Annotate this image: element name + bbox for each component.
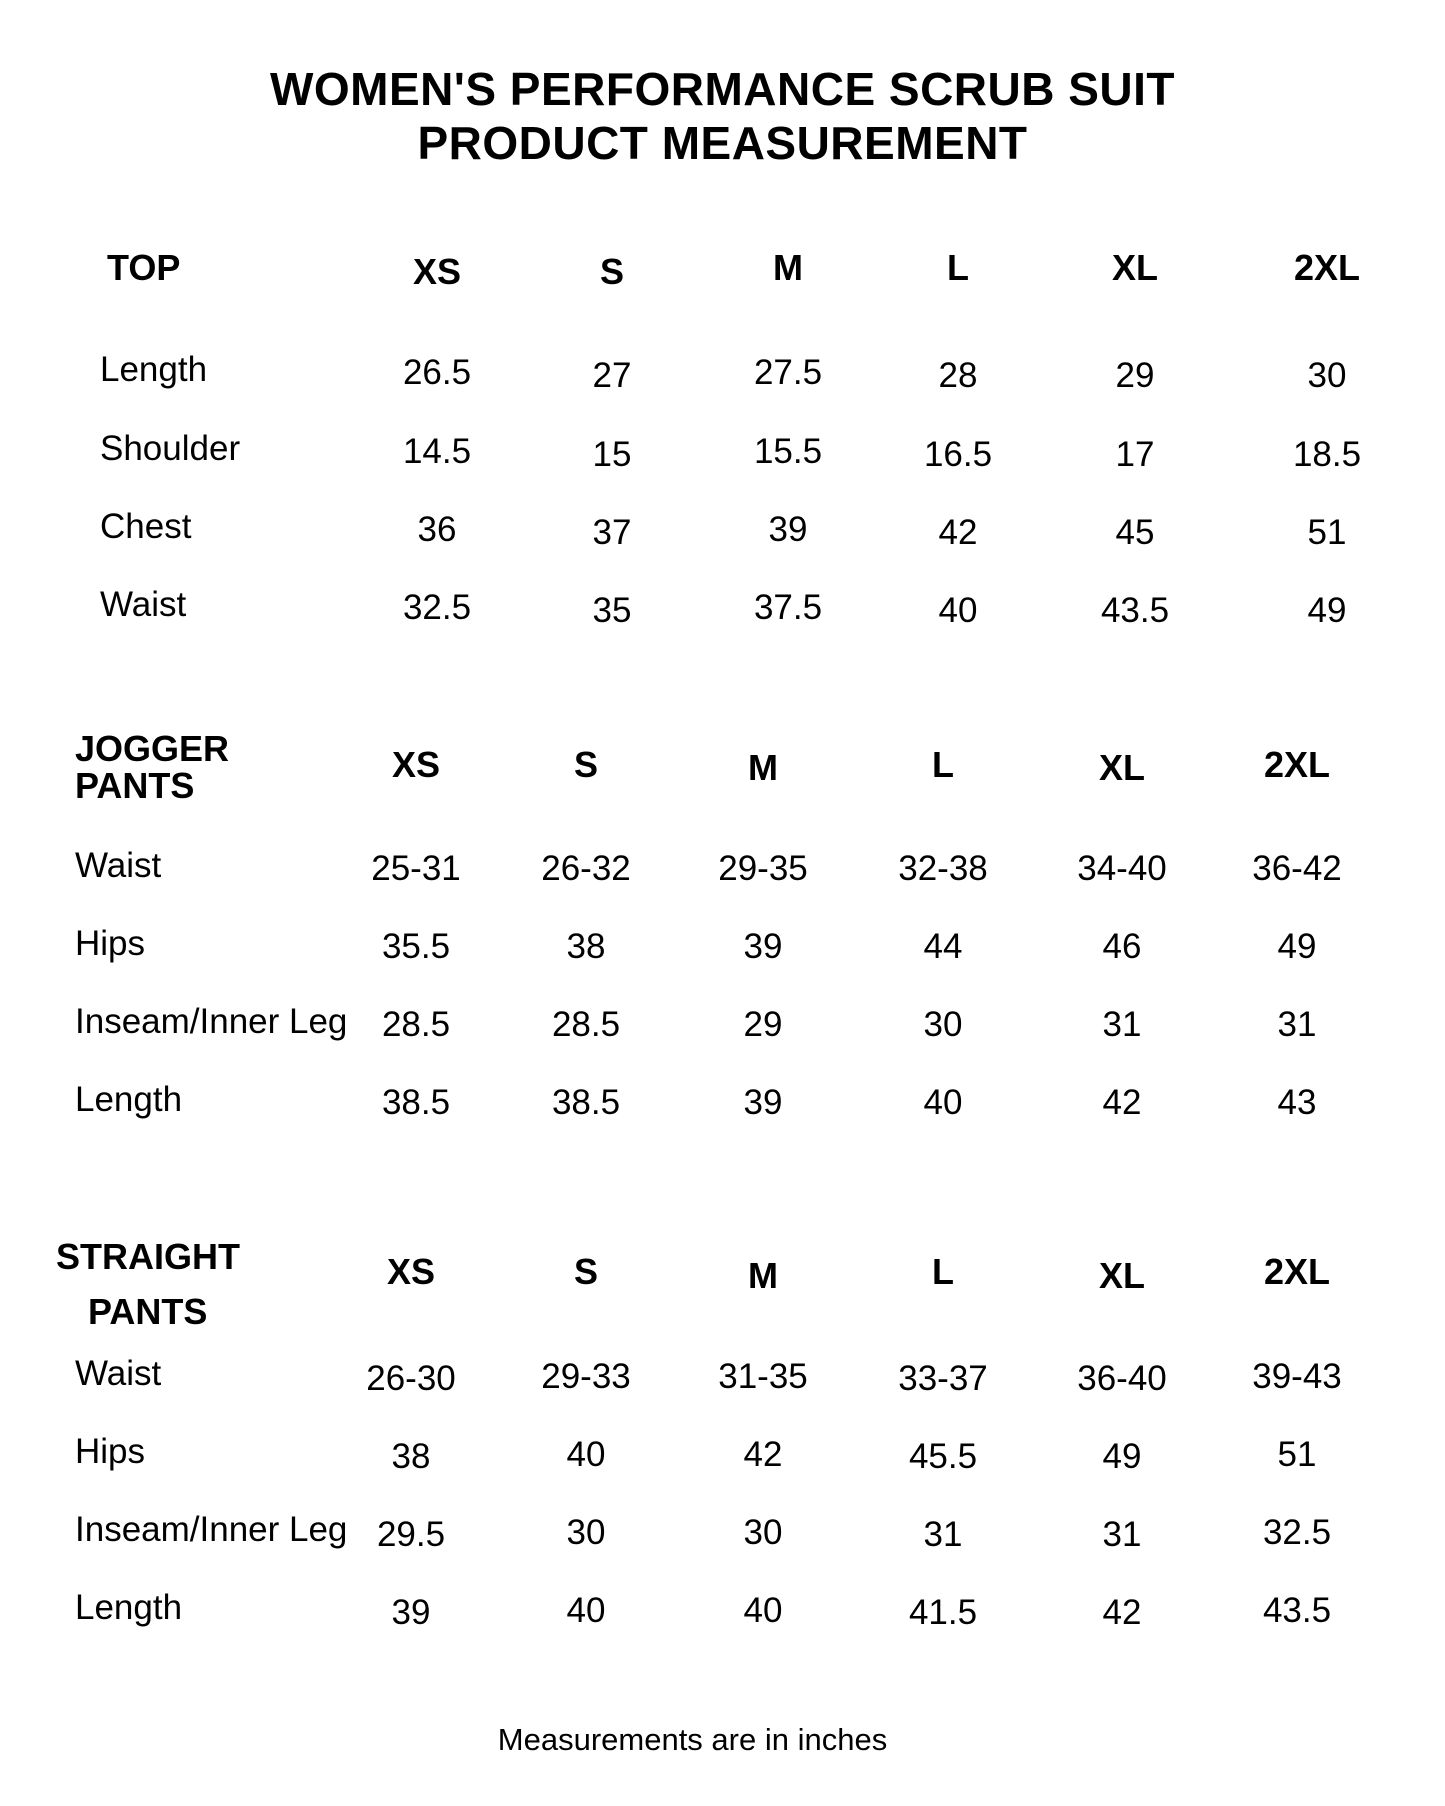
jogger-cell-value: 31 xyxy=(1102,1005,1142,1044)
straight-cell-value: 40 xyxy=(566,1591,606,1630)
top-size-header-l: L xyxy=(947,247,969,288)
jogger-cell-value: 36-42 xyxy=(1252,849,1342,888)
jogger-cell-value: 34-40 xyxy=(1077,849,1167,888)
jogger-row-label: Hips xyxy=(75,924,146,963)
straight-size-header-xs: XS xyxy=(386,1251,436,1292)
top-cell-value: 32.5 xyxy=(402,588,472,627)
straight-row-label: Hips xyxy=(75,1432,146,1471)
page-title-line-1: WOMEN'S PERFORMANCE SCRUB SUIT xyxy=(269,63,1176,115)
straight-cell-value: 30 xyxy=(743,1513,783,1552)
straight-cell-value: 31 xyxy=(1102,1515,1142,1554)
jogger-cell-value: 46 xyxy=(1102,927,1142,966)
top-cell-value: 37.5 xyxy=(753,588,823,627)
top-cell-value: 40 xyxy=(938,591,978,630)
straight-row-label: Length xyxy=(75,1588,183,1627)
jogger-cell-value: 29-35 xyxy=(718,849,808,888)
top-cell-value: 29 xyxy=(1115,356,1155,395)
top-cell-value: 45 xyxy=(1115,513,1155,552)
straight-cell-value: 51 xyxy=(1277,1435,1317,1474)
top-cell-value: 42 xyxy=(938,513,978,552)
jogger-cell-value: 40 xyxy=(923,1083,963,1122)
jogger-row-label: Waist xyxy=(75,846,162,885)
straight-size-header-s: S xyxy=(573,1251,599,1292)
jogger-cell-value: 42 xyxy=(1102,1083,1142,1122)
straight-row-label: Inseam/Inner Leg xyxy=(75,1510,348,1549)
top-cell-value: 39 xyxy=(768,510,808,549)
jogger-size-header-m: M xyxy=(748,747,778,788)
units-note: Measurements are in inches xyxy=(497,1722,888,1757)
top-cell-value: 26.5 xyxy=(402,353,472,392)
jogger-cell-value: 26-32 xyxy=(541,849,631,888)
jogger-cell-value: 25-31 xyxy=(371,849,461,888)
straight-cell-value: 32.5 xyxy=(1262,1513,1332,1552)
top-cell-value: 27 xyxy=(592,356,632,395)
top-cell-value: 28 xyxy=(938,356,978,395)
straight-size-header-2xl: 2XL xyxy=(1263,1251,1331,1292)
jogger-row-label: Inseam/Inner Leg xyxy=(75,1002,348,1041)
top-cell-value: 27.5 xyxy=(753,353,823,392)
jogger-cell-value: 28.5 xyxy=(551,1005,621,1044)
jogger-section-heading: PANTS xyxy=(75,765,195,806)
top-cell-value: 35 xyxy=(592,591,632,630)
straight-cell-value: 36-40 xyxy=(1077,1359,1167,1398)
straight-cell-value: 43.5 xyxy=(1262,1591,1332,1630)
top-section-heading: TOP xyxy=(107,247,181,288)
top-cell-value: 43.5 xyxy=(1100,591,1170,630)
top-cell-value: 16.5 xyxy=(923,435,993,474)
straight-cell-value: 45.5 xyxy=(908,1437,978,1476)
straight-cell-value: 41.5 xyxy=(908,1593,978,1632)
jogger-cell-value: 43 xyxy=(1277,1083,1317,1122)
straight-cell-value: 49 xyxy=(1102,1437,1142,1476)
jogger-size-header-xs: XS xyxy=(391,744,441,785)
straight-section-heading: PANTS xyxy=(88,1291,208,1332)
straight-cell-value: 40 xyxy=(566,1435,606,1474)
top-cell-value: 17 xyxy=(1115,435,1155,474)
top-cell-value: 18.5 xyxy=(1292,435,1362,474)
straight-cell-value: 31-35 xyxy=(718,1357,808,1396)
jogger-size-header-2xl: 2XL xyxy=(1263,744,1331,785)
top-cell-value: 36 xyxy=(417,510,457,549)
straight-cell-value: 29.5 xyxy=(376,1515,446,1554)
top-size-header-m: M xyxy=(773,247,803,288)
jogger-size-header-xl: XL xyxy=(1098,747,1146,788)
straight-cell-value: 31 xyxy=(923,1515,963,1554)
top-cell-value: 49 xyxy=(1307,591,1347,630)
jogger-cell-value: 44 xyxy=(923,927,963,966)
jogger-size-header-l: L xyxy=(932,744,954,785)
straight-cell-value: 30 xyxy=(566,1513,606,1552)
jogger-cell-value: 35.5 xyxy=(381,927,451,966)
top-size-header-xs: XS xyxy=(412,251,462,292)
top-size-header-s: S xyxy=(599,251,625,292)
top-row-label: Length xyxy=(100,350,208,389)
top-row-label: Chest xyxy=(100,507,192,546)
jogger-cell-value: 38.5 xyxy=(551,1083,621,1122)
jogger-cell-value: 49 xyxy=(1277,927,1317,966)
straight-cell-value: 40 xyxy=(743,1591,783,1630)
jogger-cell-value: 32-38 xyxy=(898,849,988,888)
jogger-cell-value: 28.5 xyxy=(381,1005,451,1044)
straight-cell-value: 39 xyxy=(391,1593,431,1632)
top-cell-value: 15 xyxy=(592,435,632,474)
jogger-cell-value: 38 xyxy=(566,927,606,966)
straight-size-header-xl: XL xyxy=(1098,1255,1146,1296)
straight-size-header-l: L xyxy=(932,1251,954,1292)
jogger-cell-value: 39 xyxy=(743,927,783,966)
straight-cell-value: 38 xyxy=(391,1437,431,1476)
top-size-header-2xl: 2XL xyxy=(1293,247,1361,288)
jogger-cell-value: 30 xyxy=(923,1005,963,1044)
top-cell-value: 51 xyxy=(1307,513,1347,552)
top-cell-value: 30 xyxy=(1307,356,1347,395)
straight-cell-value: 33-37 xyxy=(898,1359,988,1398)
straight-row-label: Waist xyxy=(75,1354,162,1393)
jogger-cell-value: 38.5 xyxy=(381,1083,451,1122)
jogger-cell-value: 31 xyxy=(1277,1005,1317,1044)
jogger-row-label: Length xyxy=(75,1080,183,1119)
top-cell-value: 37 xyxy=(592,513,632,552)
straight-size-header-m: M xyxy=(748,1255,778,1296)
page-title-line-2: PRODUCT MEASUREMENT xyxy=(417,117,1028,169)
straight-cell-value: 39-43 xyxy=(1252,1357,1342,1396)
straight-cell-value: 42 xyxy=(1102,1593,1142,1632)
jogger-cell-value: 39 xyxy=(743,1083,783,1122)
jogger-size-header-s: S xyxy=(573,744,599,785)
top-cell-value: 14.5 xyxy=(402,432,472,471)
top-cell-value: 15.5 xyxy=(753,432,823,471)
straight-cell-value: 29-33 xyxy=(541,1357,631,1396)
jogger-section-heading: JOGGER xyxy=(75,728,230,769)
straight-cell-value: 26-30 xyxy=(366,1359,456,1398)
jogger-cell-value: 29 xyxy=(743,1005,783,1044)
straight-cell-value: 42 xyxy=(743,1435,783,1474)
straight-section-heading: STRAIGHT xyxy=(56,1236,240,1277)
top-row-label: Shoulder xyxy=(100,429,241,468)
top-row-label: Waist xyxy=(100,585,187,624)
top-size-header-xl: XL xyxy=(1111,247,1159,288)
